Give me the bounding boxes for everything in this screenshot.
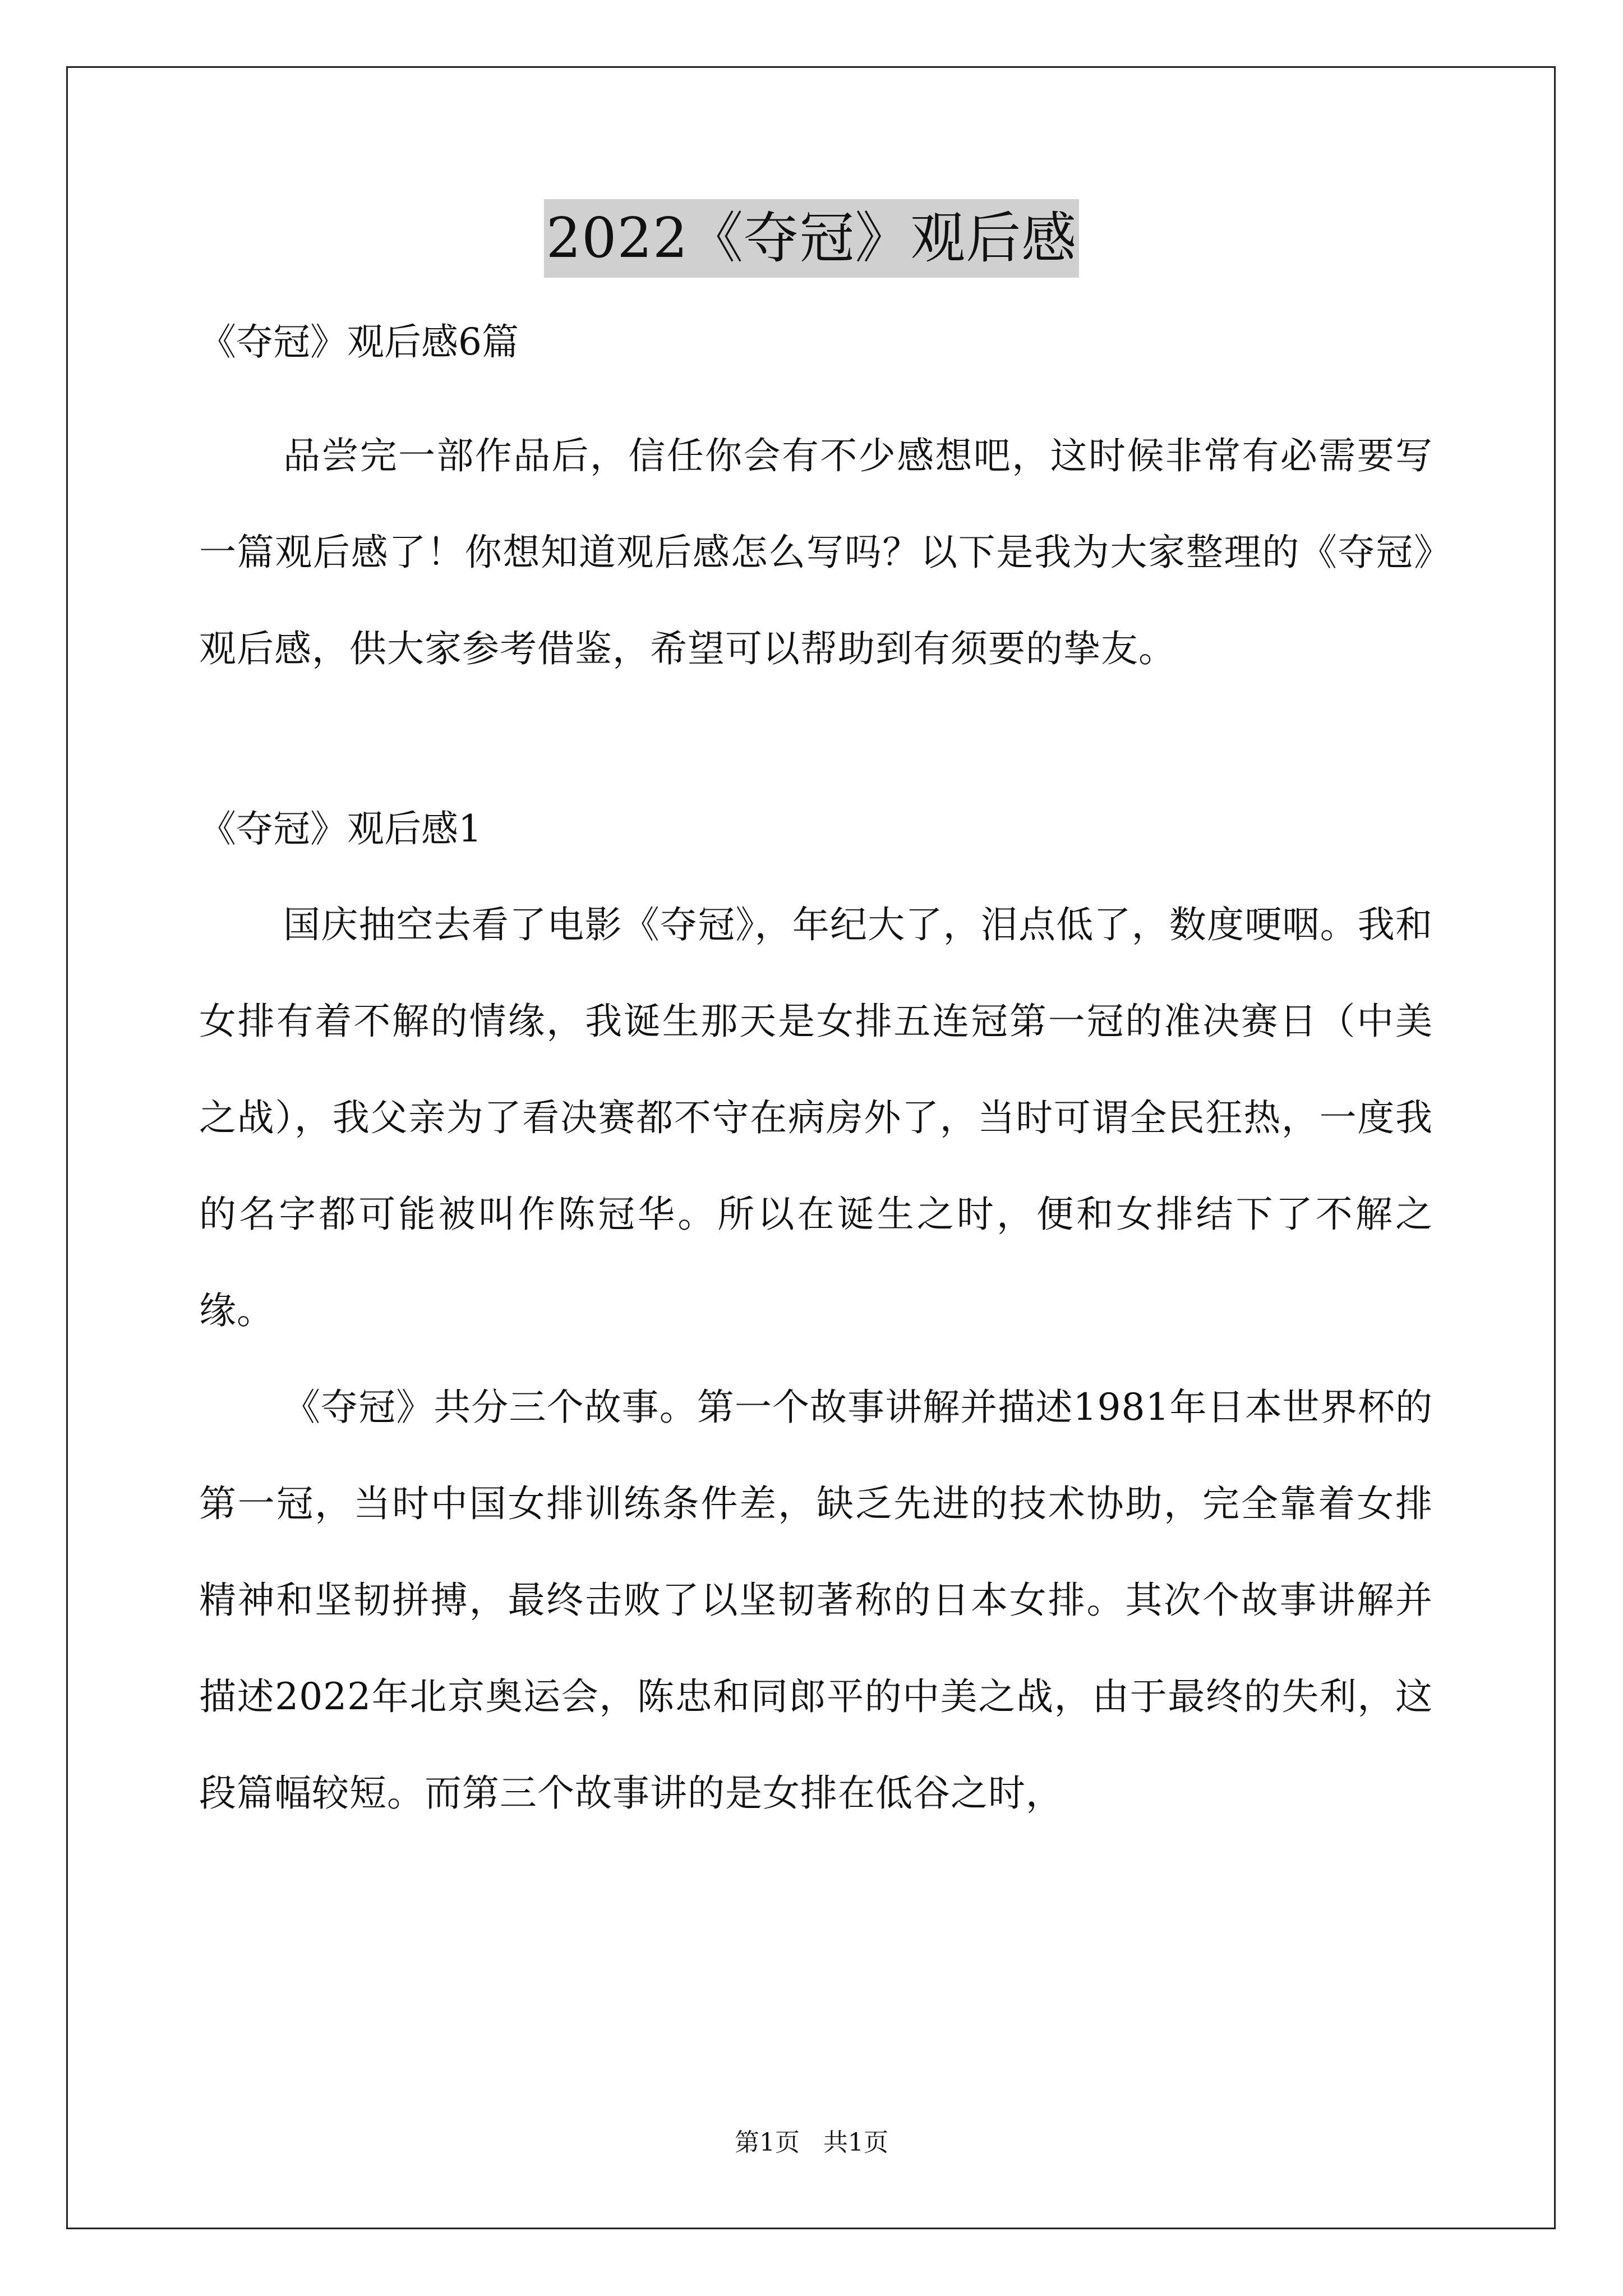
document-subtitle: 《夺冠》观后感6篇 bbox=[199, 320, 519, 364]
document-body bbox=[199, 311, 1433, 1842]
document-title: 2022《夺冠》观后感 bbox=[544, 199, 1079, 278]
intro-paragraph: 品尝完一部作品后，信任你会有不少感想吧，这时候非常有必需要写一篇观后感了！你想知道观后感怎么写吗？以下是我为大家整理的《夺冠》观后感，供大家参考借鉴，希望可以帮助到有须要的挚友。 bbox=[199, 434, 1433, 670]
page-footer: 第1页 共1页 bbox=[735, 2128, 888, 2157]
title-container bbox=[0, 199, 1623, 278]
section1-paragraph-1: 国庆抽空去看了电影《夺冠》，年纪大了，泪点低了，数度哽咽。我和女排有着不解的情缘，我诞生那天是女排五连冠第一冠的准决赛日（中美之战），我父亲为了看决赛都不守在病房外了，当时可谓全民狂热，一度我的名字都可能被叫作陈冠华。所以在诞生之时，便和女排结下了不解之缘。 bbox=[199, 903, 1433, 1332]
section1-paragraph-2: 《夺冠》共分三个故事。第一个故事讲解并描述1981年日本世界杯的第一冠，当时中国女排训练条件差，缺乏先进的技术协助，完全靠着女排精神和坚韧拼搏，最终击败了以坚韧著称的日本女排。其次个故事讲解并描述2022年北京奥运会，陈忠和同郎平的中美之战，由于最终的失利，这段篇幅较短。而第三个故事讲的是女排在低谷之时， bbox=[199, 1386, 1433, 1815]
section-heading-1: 《夺冠》观后感1 bbox=[199, 807, 482, 850]
